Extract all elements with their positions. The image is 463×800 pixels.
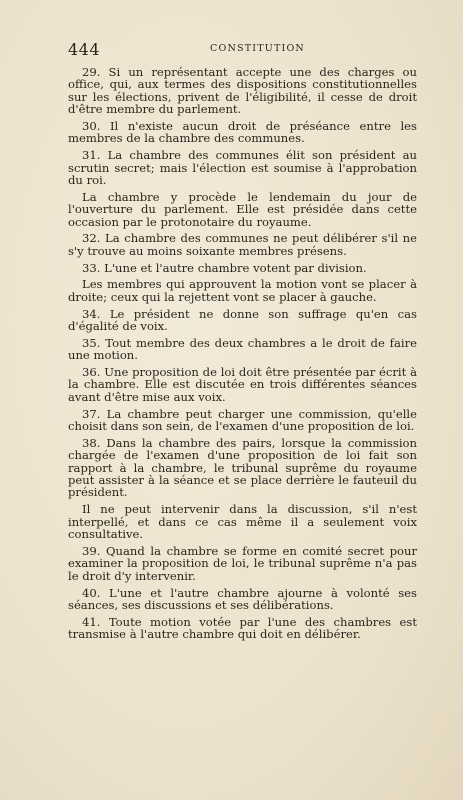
- article-30: 30. Il n'existe aucun droit de préséance entre les membres de la chambre des communes.: [68, 119, 417, 146]
- article-32: 32. La chambre des communes ne peut délibérer s'il ne s'y trouve au moins soixante membres présens.: [68, 231, 417, 258]
- article-37: 37. La chambre peut charger une commission, qu'elle choisit dans son sein, de l'examen d'une proposition de loi.: [68, 406, 417, 434]
- page-number: 444: [68, 40, 101, 59]
- article-35: 35. Tout membre des deux chambres a le droit de faire une motion.: [68, 335, 417, 363]
- article-34: 34. Le président ne donne son suffrage qu'en cas d'égalité de voix.: [68, 306, 417, 334]
- page-header: [68, 40, 417, 60]
- running-title: CONSTITUTION: [210, 43, 305, 54]
- article-33: 33. L'une et l'autre chambre votent par division.: [82, 260, 367, 275]
- article-33-continued: Les membres qui approuvent la motion vont se placer à droite; ceux qui la rejettent vont se placer à gauche.: [68, 277, 417, 304]
- article-31-continued: La chambre y procède le lendemain du jour de l'ouverture du parlement. Elle est présidée dans cette occasion par le protonotaire du royaume.: [68, 189, 417, 229]
- article-29: 29. Si un représentant accepte une des charges ou office, qui, aux termes des dispositions constitutionnelles sur les élections, privent de l'éligibilité, il cesse de droit d'être membre du parlement.: [68, 65, 417, 117]
- body-text: [68, 66, 417, 641]
- article-31: 31. La chambre des communes élit son président au scrutin secret; mais l'élection est soumise à l'approbation du roi.: [68, 148, 417, 188]
- article-41: 41. Toute motion votée par l'une des chambres est transmise à l'autre chambre qui doit en délibérer.: [68, 614, 417, 642]
- article-38-continued: Il ne peut intervenir dans la discussion, s'il n'est interpellé, et dans ce cas même il a seulement voix consultative.: [68, 502, 417, 542]
- article-39: 39. Quand la chambre se forme en comité secret pour examiner la proposition de loi, le tribunal suprême n'a pas le droit d'y intervenir.: [68, 543, 417, 583]
- article-36: 36. Une proposition de loi doit être présentée par écrit à la chambre. Elle est discutée en trois différentes séances avant d'être mise aux voix.: [68, 365, 417, 404]
- article-38: 38. Dans la chambre des pairs, lorsque la commission chargée de l'examen d'une proposition de loi fait son rapport à la chambre, le tribunal suprême du royaume peut assister à la séance et se place derrière le fauteuil du président.: [68, 435, 417, 500]
- article-40: 40. L'une et l'autre chambre ajourne à volonté ses séances, ses discussions et ses délibérations.: [68, 585, 417, 612]
